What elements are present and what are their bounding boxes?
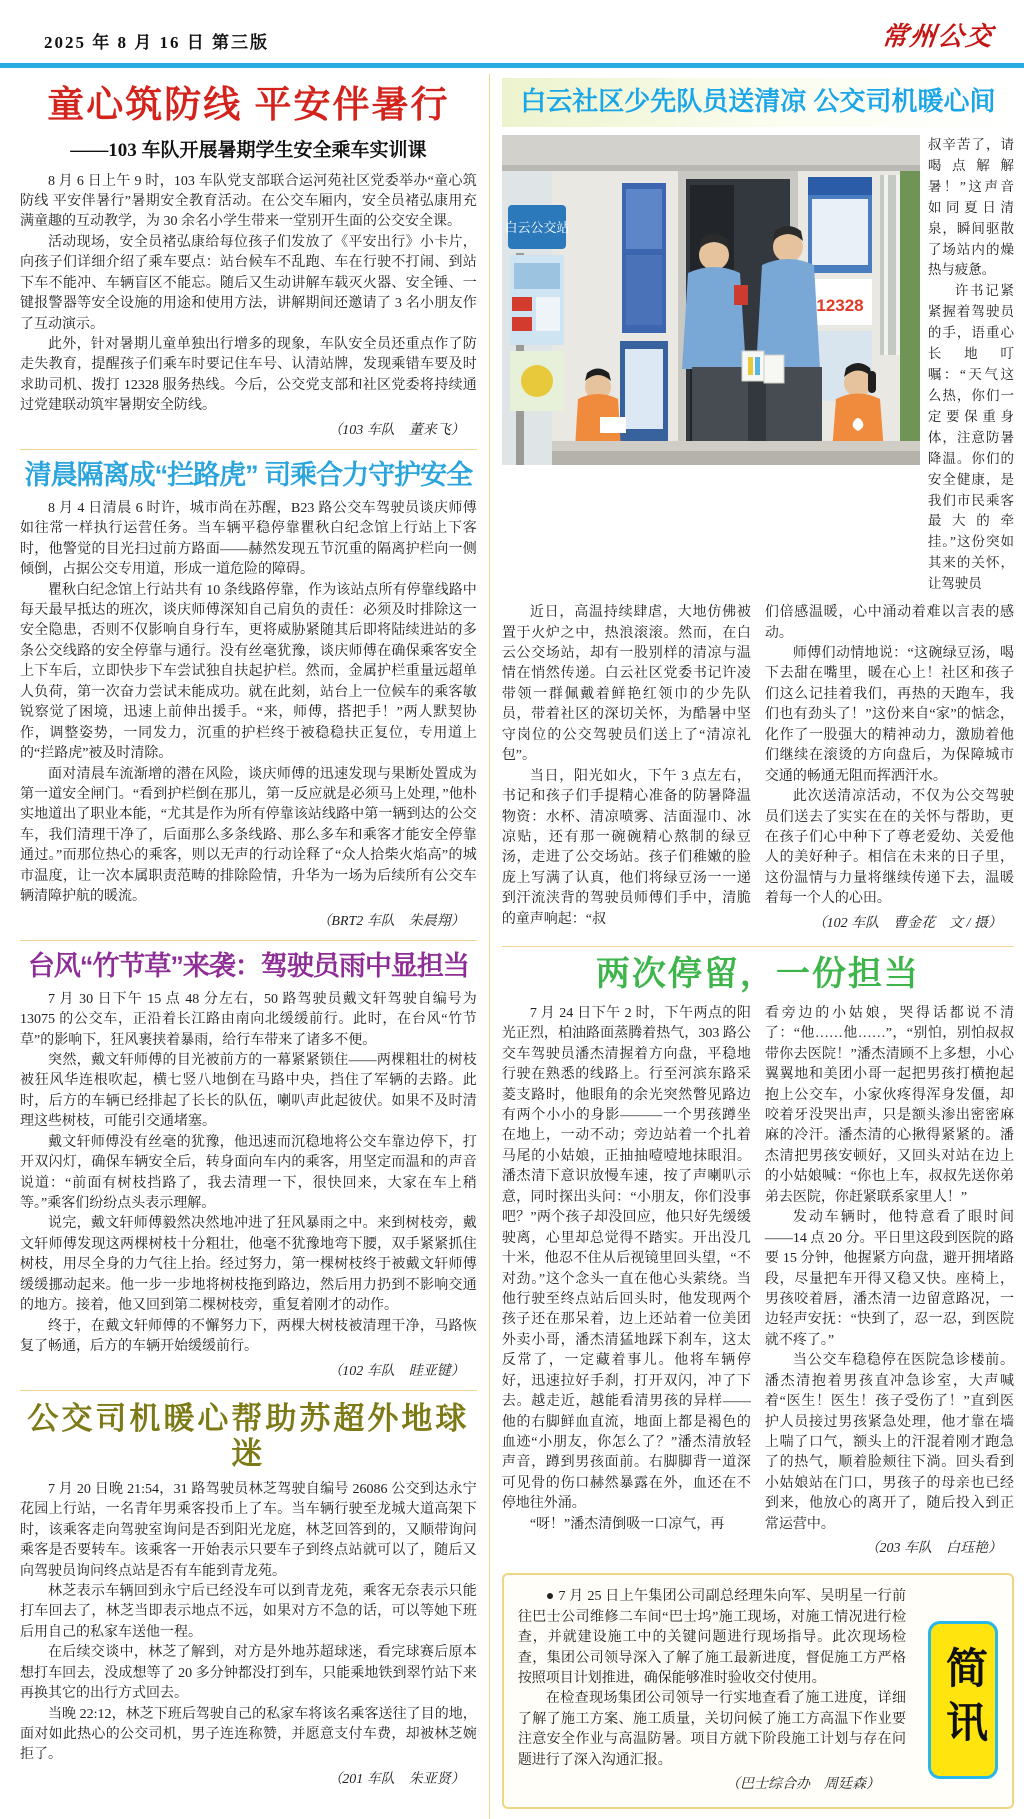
divider bbox=[502, 946, 1014, 947]
paragraph: 7 月 24 日下午 2 时，下午两点的阳光正烈，柏油路面蒸腾着热气，303 路公交车驾驶员潘杰清握着方向盘，平稳地行驶在熟悉的线路上。行至河滨东路采菱支路时，他眼角的余光突然瞥见路边有两个小小的身影———一个男孩蹲坐在地上，一动不动；旁边站着一个扎着马尾的小姑娘，正抽抽噎噎地抹眼泪。潘杰清下意识放慢车速，按了声喇叭示意，同时探出头问：“小朋友，你们没事吧？”两个孩子却没回应，他只好先缓缓驶离，心里却总觉得不踏实。开出没几十米，他忍不住从后视镜里回头望，“不对劲。”这个念头一直在他心头萦绕。当他行驶至终点站后回头时，他发现两个孩子还在那呆着，边上还站着一位美团外卖小哥，潘杰清猛地踩下刹车，这太反常了，一定藏着事儿。他将车辆停好，迅速拉好手刹，打开双闪，冲了下去。越走近，越能看清男孩的异样——他的右脚鲜血直流，地面上都是褐色的血迹“小朋友，你怎么了？”潘杰清放轻声音，蹲到男孩面前。右脚脚背一道深可见骨的伤口赫然暴露在外，血还在不停地往外涌。 bbox=[501, 1005, 751, 1512]
paragraph: 近日，高温持续肆虐，大地仿佛被置于火炉之中，热浪滚滚。然而，在白云公交场站，却有一股别样的清凉与温情在悄然传递。白云社区党委书记许凌带领一群佩戴着鲜艳红领巾的少先队员，带着社区的深切关怀，为酷暑中坚守岗位的公交驾驶员们送上了“清凉礼包”。 bbox=[501, 605, 751, 764]
paragraph: 面对清晨车流渐增的潜在风险，谈庆师傅的迅速发现与果断处置成为第一道安全闸门。“看到护栏倒在那儿，第一反应就是必须马上处理，”他朴实地道出了职业本能，“尤其是作为所有停靠该站线路中第一辆到达的公交车，我们清理干净了，后面那么多条线路、那么多车和乘客才能安全停靠通过。”而那位热心的乘客，则以无声的行动诠释了“众人拾柴火焰高”的城市温度，让一次本属职责范畴的排除险情，升华为一场为后续所有公交车辆清障护航的暖流。 bbox=[20, 766, 477, 905]
byline: （BRT2 车队 朱晨翔） bbox=[317, 913, 465, 929]
paragraph: 突然，戴文轩师傅的目光被前方的一幕紧紧锁住——两棵粗壮的树枝被狂风华连根吹起，横七竖八地倒在马路中央，挡住了军辆的去路。此时，后方的车辆已经排起了长长的队伍，喇叭声此起彼伏。如果不及时清理这些树枝，可能引交通堵塞。 bbox=[20, 1052, 477, 1130]
paragraph: 此次送清凉活动，不仅为公交驾驶员们送去了实实在在的关怀与帮助，更在孩子们心中种下了尊老爱幼、关爱他人的美好种子。相信在未来的日子里，这份温情与力量将继续传递下去，温暖着每一个人的心田。 bbox=[764, 789, 1014, 907]
article-body-columns bbox=[502, 603, 1014, 936]
article-football-fan bbox=[20, 1401, 477, 1788]
date-line: 2025 年 8 月 16 日 第三版 bbox=[44, 33, 269, 52]
hotline-number: 12328 bbox=[816, 295, 864, 315]
article-title: 两次停留，一份担当 bbox=[595, 954, 920, 993]
page-header bbox=[0, 0, 1024, 57]
divider bbox=[20, 449, 477, 450]
paragraph: 发动车辆时，他特意看了眼时间——14 点 20 分。平日里这段到医院的路要 15 分钟，他握紧方向盘，避开拥堵路段，尽量把车开得又稳又快。座椅上，男孩咬着唇，潘杰清一边留意路况，一边轻声安抚：“快到了，忍一忍，到医院就不疼了。” bbox=[764, 1210, 1014, 1348]
paragraph: “呀！”潘杰清倒吸一口凉气，再 bbox=[529, 1516, 725, 1532]
paragraph: 在检查现场集团公司领导一行实地查看了施工进度，详细了解了施工方案、施工质量，关切问候了施工方高温下作业要注意安全作业与高温防暑。项目方就下阶段施工计划与存在问题进行了深入沟通汇报。 bbox=[517, 1691, 906, 1768]
body-column-left bbox=[502, 1004, 751, 1561]
paragraph: 们倍感温暖，心中涌动着难以言表的感动。 bbox=[764, 605, 1014, 641]
photo-side-text bbox=[928, 135, 1014, 595]
brief-news-badge bbox=[928, 1621, 998, 1779]
paragraph: 戴文轩师傅没有丝毫的犹豫，他迅速而沉稳地将公交车靠边停下，打开双闪灯，确保车辆安全后，转身面向车内的乘客，用坚定而温和的声音说道：“前面有树枝挡路了，我去清理一下，很快回来，大家在车上稍等。”乘客们纷纷点头表示理解。 bbox=[20, 1134, 477, 1212]
byline: （203 车队 白珏艳） bbox=[865, 1541, 1002, 1557]
paragraph: 师傅们动情地说：“这碗绿豆汤，喝下去甜在嘴里，暖在心上！社区和孩子们这么记挂着我们，再热的天跑车，我们也有劲头了！”这份来自“家”的惦念，化作了一股强大的精神动力，激励着他们继续在滚烫的方向盘后，为保障城市交通的畅通无阻而挥洒汗水。 bbox=[764, 646, 1014, 784]
paragraph: 活动现场，安全员褚弘康给每位孩子们发放了《平安出行》小卡片，向孩子们详细介绍了乘车要点：站台候车不乱跑、车在行驶不打闹、到站下车不能冲、车辆盲区不能忘。随后又生动讲解车载灭火器、安全锤、一键报警器等安全设施的用途和使用方法，讲解期间还邀请了 3 名小朋友作了互动演示。 bbox=[20, 234, 477, 332]
paragraph: 林芝表示车辆回到永宁后已经没车可以到青龙苑，乘客无奈表示只能打车回去了，林芝当即表示地点不远，如果对方不急的话，可以等她下班后用自己的私家车送他一程。 bbox=[20, 1583, 477, 1640]
paragraph: 当公交车稳稳停在医院急诊楼前。潘杰清抱着男孩直冲急诊室，大声喊着“医生！医生！孩子受伤了！”直到医护人员接过男孩紧急处理，他才靠在墙上喘了口气，额头上的汗混着刚才跑急了的热气，顺着脸颊往下淌。回头看到小姑娘站在门口，男孩子的母亲也已经到来，他放心的离开了，随后投入到正常运营中。 bbox=[764, 1353, 1014, 1532]
byline: （102 车队 眭亚键） bbox=[328, 1363, 465, 1379]
divider bbox=[20, 940, 477, 941]
divider bbox=[20, 1390, 477, 1391]
article-title: 台风“竹节草”来袭：驾驶员雨中显担当 bbox=[27, 950, 469, 981]
page-content bbox=[0, 68, 1024, 1819]
byline: （103 车队 董来飞） bbox=[328, 422, 465, 438]
body-column-right bbox=[765, 1004, 1014, 1561]
body-column-right bbox=[765, 603, 1014, 936]
paragraph: 在后续交谈中，林芝了解到，对方是外地苏超球迷，看完球赛后原本想打车回去，没成想等了 20 多分钟都没打到车，只能乘地铁到翠竹站下来再换其它的出行方式回去。 bbox=[20, 1645, 477, 1702]
paragraph: 说完，戴文轩师傅毅然决然地冲进了狂风暴雨之中。来到树枝旁，戴文轩师傅发现这两棵树枝十分粗壮，他毫不犹豫地弯下腰，双手紧紧抓住树枝，用尽全身的力气往上抬。经过努力，第一棵树枝终于被戴文轩师傅缓缓挪动起来。他一步一步地将树枝拖到路边，然后用力扔到不影响交通的地方。接着，他又回到第二棵树枝旁，重复着刚才的动作。 bbox=[20, 1216, 477, 1314]
paragraph: ● 7 月 25 日上午集团公司副总经理朱向军、吴明星一行前往巴士公司维修二车间“巴士坞”施工现场，对施工情况进行检查，并就建设施工中的关键问题进行现场指导。此次现场检查，集团公司领导深入了解了施工最新进度，督促施工方严格按照项目计划推进，确保能够准时验收交付使用。 bbox=[517, 1589, 906, 1686]
byline: （102 车队 曹金花 文 / 摄） bbox=[812, 915, 1002, 931]
article-title: 童心筑防线 平安伴暑行 bbox=[47, 84, 450, 125]
paragraph: 叔辛苦了，请喝点解解暑！”这声音如同夏日清泉，瞬间驱散了场站内的燥热与疲惫。 bbox=[927, 136, 1014, 278]
article-two-stops bbox=[502, 955, 1014, 1561]
article-body-columns bbox=[502, 1004, 1014, 1561]
article-summer-safety bbox=[20, 84, 477, 439]
article-title: 清晨隔离成“拦路虎” 司乘合力守护安全 bbox=[24, 459, 473, 490]
article-typhoon bbox=[20, 951, 477, 1380]
body-column-left bbox=[502, 603, 751, 936]
byline: （巴士综合办 周廷森） bbox=[726, 1777, 880, 1793]
article-title: 白云社区少先队员送清凉 公交司机暖心间 bbox=[502, 78, 1014, 127]
left-column bbox=[4, 74, 489, 1819]
brief-news-box bbox=[502, 1573, 1014, 1809]
paragraph: 此外，针对暑期儿童单独出行增多的现象，车队安全员还重点作了防走失教育，提醒孩子们乘车时要记住车号、认清站牌，发现乘错车要及时求助司机、拨打 12328 服务热线。今后，公交党支部和社区党委将持续通过党建联动筑牢暑期安全防线。 bbox=[20, 337, 477, 414]
photo-row bbox=[502, 135, 1014, 595]
byline: （201 车队 朱亚贤） bbox=[328, 1771, 465, 1787]
paragraph: 许书记紧紧握着驾驶员的手，语重心长地叮嘱：“天气这么热，你们一定要保重身体，注意防暑降温。你们的安全健康，是我们市民乘客最大的牵挂。”这份突如其来的关怀，让驾驶员 bbox=[927, 283, 1014, 592]
masthead-logo: 常州公交 bbox=[880, 22, 996, 52]
paragraph: 7 月 20 日晚 21:54，31 路驾驶员林芝驾驶自编号 26086 公交到达永宁花园上行站，一名青年男乘客投币上了车。当车辆行驶至龙城大道高架下时，该乘客走向驾驶室询问是否到阳光龙庭，林芝回答到的，又顺带询问乘客是否要转车。该乘客一开始表示只要车子到终点站就可以了，随后又向驾驶员询问终点站是否有车能到青龙苑。 bbox=[20, 1481, 477, 1579]
paragraph: 7 月 30 日下午 15 点 48 分左右，50 路驾驶员戴文轩驾驶自编号为 13075 的公交车，正沿着长江路由南向北缓缓前行。此时，在台风“竹节草”的影响下，狂风裹挟着暴雨，给行车带来了诸多不便。 bbox=[20, 991, 477, 1048]
bus-stop-sign-text: 白云公交站 bbox=[504, 219, 570, 235]
article-guardrail bbox=[20, 460, 477, 930]
paragraph: 当日，阳光如火，下午 3 点左右，书记和孩子们手提精心准备的防暑降温物资：水杯、清凉喷雾、洁面湿巾、冰凉贴，还有那一碗碗精心熬制的绿豆汤，走进了公交场站。孩子们稚嫩的脸庞上写满了认真，他们将绿豆汤一一递到汗流浃背的驾驶员师傅们手中，清脆的童声响起：“叔 bbox=[501, 768, 751, 927]
paragraph: 8 月 6 日上午 9 时，103 车队党支部联合运河苑社区党委举办“童心筑防线 平安伴暑行”暑期安全教育活动。在公交车厢内，安全员褚弘康用充满童趣的互动教学，为 30 余名小学生带来一堂别开生面的公交安全课。 bbox=[20, 173, 477, 230]
article-cool-gifts bbox=[502, 78, 1014, 936]
paragraph: 看旁边的小姑娘，哭得话都说不清了：“他……他……”，“别怕，别怕叔叔带你去医院！”潘杰清顾不上多想，小心翼翼地和美团小哥一起把男孩打横抱起抱上公交车，小家伙疼得浑身发僵，却咬着牙没哭出声，只是额头渗出密密麻麻的冷汗。潘杰清的心揪得紧紧的。潘杰清把男孩安顿好，又回头对站在边上的小姑娘喊：“你也上车，叔叔先送你弟弟去医院，你赶紧联系家里人！” bbox=[764, 1005, 1014, 1205]
paragraph: 终于，在戴文轩师傅的不懈努力下，两棵大树枝被清理干净，马路恢复了畅通，后方的车辆开始缓缓前行。 bbox=[20, 1318, 477, 1355]
article-subtitle: ——103 车队开展暑期学生安全乘车实训课 bbox=[70, 139, 427, 161]
paragraph: 当晚 22:12，林芝下班后驾驶自己的私家车将该名乘客送往了目的地，面对如此热心的公交司机，男子连连称赞，并愿意支付车费，却被林芝婉拒了。 bbox=[20, 1706, 477, 1763]
badge-label: 简讯 bbox=[940, 1646, 986, 1755]
news-photo bbox=[502, 135, 920, 465]
right-column bbox=[489, 74, 1020, 1819]
article-title: 公交司机暖心帮助苏超外地球迷 bbox=[27, 1400, 470, 1472]
paragraph: 8 月 4 日清晨 6 时许，城市尚在苏醒，B23 路公交车驾驶员谈庆师傅如往常一样执行运营任务。当车辆平稳停靠瞿秋白纪念馆上行站上下客时，他警觉的目光扫过前方路面——赫然发现五节沉重的隔离护栏向一侧倾倒，占据公交专用道，形成一道危险的障碍。 bbox=[20, 500, 477, 578]
paragraph: 瞿秋白纪念馆上行站共有 10 条线路停靠，作为该站点所有停靠线路中每天最早抵达的班次，谈庆师傅深知自己肩负的责任：必须及时排除这一安全隐患，否则不仅影响自身行车，更将威胁紧随其后即将陆续进站的多条公交线路的安全停靠与通行。没有丝毫犹豫，谈庆师傅在确保乘客安全上下车后，立即快步下车尝试独自扶起护栏。然而，金属护栏重量远超单人负荷，第一次奋力尝试未能成功。就在此刻，站台上一位候车的乘客敏锐察觉了困境，迅速上前伸出援手。“来，师傅，搭把手！”两人默契协作，调整姿势，一同发力，沉重的护栏终于被稳稳扶正复位，专用道上的“拦路虎”被及时清除。 bbox=[20, 582, 477, 762]
